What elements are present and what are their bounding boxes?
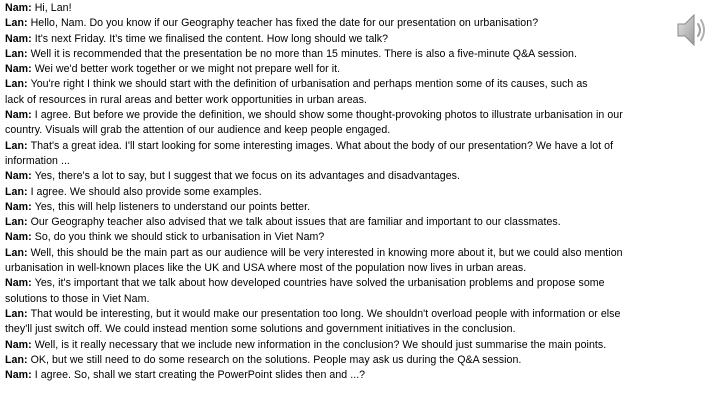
dialogue-line [5,185,685,200]
utterance-text: Yes, there's a lot to say, but I suggest that we focus on its advantages and disadvantages. [34,170,460,183]
dialogue-line [5,47,685,62]
speaker-name: Nam : [5,63,35,75]
dialogue-line [5,338,685,353]
speaker-name: Nam : [5,2,35,14]
speaker-name: Nam : [5,33,35,45]
utterance-text: solutions to those in Viet Nam. [5,292,150,305]
utterance-text: It's next Friday. It's time we finalised the content. How long should we talk? [34,32,389,45]
utterance-text: lack of resources in rural areas and better work opportunities in urban areas. [5,93,367,106]
speaker-name: Lan : [5,247,31,259]
dialogue-line [5,93,685,108]
speaker-name: Lan : [5,48,31,60]
dialogue-line [5,139,685,154]
utterance-text: they'll just switch off. We could instead mention some solutions and government initiatives in the conclusion. [5,323,516,336]
speaker-name: Nam : [5,369,35,381]
utterance-text: OK, but we still need to do some research on the solutions. People may ask us during the Q&A session. [30,353,522,366]
dialogue-line [5,276,685,291]
utterance-text: That would be interesting, but it would make our presentation too long. We shouldn't overload people with information or else [30,307,621,320]
dialogue-line [5,246,685,261]
speaker-name: Nam : [5,201,35,213]
dialogue-line [5,200,685,215]
dialogue-line [5,62,685,77]
speaker-name: Lan : [5,140,31,152]
speaker-name: Nam : [5,339,35,351]
speaker-name: Lan : [5,186,31,198]
speaker-name: Nam : [5,231,35,243]
speaker-volume-icon[interactable] [676,10,710,50]
utterance-text: I agree. But before we provide the definition, we should show some thought-provoking photos to illustrate urbanisation in our [34,109,623,122]
dialogue-line [5,230,685,245]
utterance-text: Our Geography teacher also advised that we talk about issues that are familiar and important to our classmates. [30,216,561,229]
speaker-name: Nam : [5,170,35,182]
utterance-text: Wei we'd better work together or we might not prepare well for it. [34,63,341,76]
utterance-text: urbanisation in well-known places like the UK and USA where most of the population now lives in urban areas. [5,262,527,275]
utterance-text: Well, is it really necessary that we include new information in the conclusion? We should just summarise the main points. [34,338,607,351]
utterance-text: country. Visuals will grab the attention of our audience and keep people engaged. [5,124,391,137]
dialogue-line [5,108,685,123]
dialogue-line [5,32,685,47]
dialogue-line [5,16,685,31]
speaker-name: Lan : [5,308,31,320]
dialogue-line [5,307,685,322]
dialogue-line [5,1,685,16]
dialogue-line [5,261,685,276]
utterance-text: I agree. So, shall we start creating the PowerPoint slides then and ...? [34,369,366,382]
speaker-name: Nam : [5,277,35,289]
dialogue-line [5,123,685,138]
dialogue-line [5,322,685,337]
utterance-text: information ... [5,154,70,167]
dialogue-line [5,77,685,92]
utterance-text: Hello, Nam. Do you know if our Geography teacher has fixed the date for our presentation on urbanisation? [30,17,539,30]
utterance-text: So, do you think we should stick to urbanisation in Viet Nam? [34,231,325,244]
speaker-name: Lan : [5,78,31,90]
dialogue-line [5,169,685,184]
speaker-name: Nam : [5,109,35,121]
speaker-name: Lan : [5,354,31,366]
utterance-text: I agree. We should also provide some examples. [30,185,262,198]
dialogue-line [5,353,685,368]
utterance-text: Well it is recommended that the presentation be no more than 15 minutes. There is also a five-minute Q&A session. [30,47,577,60]
utterance-text: Yes, this will help listeners to understand our points better. [34,200,311,213]
utterance-text: Hi, Lan! [34,2,72,14]
utterance-text: That's a great idea. I'll start looking for some interesting images. What about the body of our presentation? We have a lot of [30,139,614,152]
dialogue-line [5,154,685,169]
dialogue-transcript [5,1,685,383]
utterance-text: You're right I think we should start with the definition of urbanisation and perhaps mention some of its causes, such as [30,78,588,91]
speaker-name: Lan : [5,216,31,228]
dialogue-line [5,215,685,230]
utterance-text: Yes, it's important that we talk about how developed countries have solved the urbanisation problems and propose some [34,277,605,290]
dialogue-line [5,292,685,307]
speaker-name: Lan : [5,17,31,29]
utterance-text: Well, this should be the main part as our audience will be very interested in knowing more about it, but we could also mention [30,246,623,259]
dialogue-line [5,368,685,383]
